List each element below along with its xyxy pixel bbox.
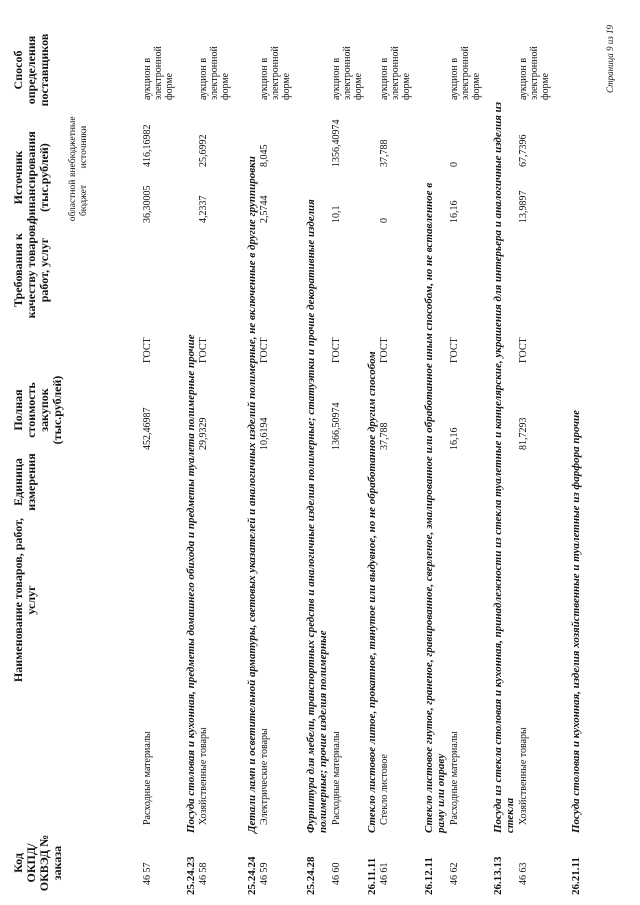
okpd-code: 26.13.13: [492, 856, 504, 895]
item-funding-extrabudget: 416,16982: [142, 124, 153, 167]
item-total: 29,9329: [198, 417, 209, 450]
item-requirements: ГОСТ: [142, 337, 153, 363]
header-funding: Источник финансирования (тыс.рублей): [11, 131, 51, 224]
item-method: аукцион в электронной форме: [198, 46, 231, 100]
item-name: Стекло листовое: [379, 754, 390, 825]
order-number: 46 59: [259, 862, 270, 885]
item-requirements: ГОСТ: [449, 337, 460, 363]
item-method: аукцион в электронной форме: [518, 46, 551, 100]
item-total: 452,46987: [142, 407, 153, 450]
item-method: аукцион в электронной форме: [379, 46, 412, 100]
group-title: Фурнитура для мебели, транспортных средств и аналогичные изделия полимерные; статуэтки и прочие декоративные изделия полимерные; прочие изделия полимерные: [305, 199, 329, 833]
okpd-code: 26.21.11: [570, 857, 582, 895]
item-funding-extrabudget: 37,788: [379, 139, 390, 167]
okpd-code: 26.12.11: [423, 857, 435, 895]
item-requirements: ГОСТ: [198, 337, 209, 363]
item-method: аукцион в электронной форме: [449, 46, 482, 100]
header-name: Наименование товаров, работ, услуг: [11, 517, 38, 683]
header-code: Код ОКПД/ ОКВЭД № заказа: [11, 834, 64, 892]
order-number: 46 62: [449, 862, 460, 885]
item-method: аукцион в электронной форме: [331, 46, 364, 100]
item-funding-extrabudget: 67,7396: [518, 134, 529, 167]
group-title: Посуда столовая и кухонная, предметы домашнего обихода и предметы туалета полимерные прочие: [185, 334, 197, 833]
group-title: Стекло листовое литое, прокатное, тянутое или выдувное, но не обработанное другим способом: [366, 351, 378, 833]
item-funding-extrabudget: 0: [449, 162, 460, 167]
okpd-code: 25.24.24: [246, 856, 258, 895]
order-number: 46 57: [142, 862, 153, 885]
item-method: аукцион в электронной форме: [259, 46, 292, 100]
header-method: Способ определения поставщиков: [11, 33, 51, 107]
group-title: Посуда столовая и кухонная, изделия хозяйственные и туалетные из фарфора прочие: [570, 410, 582, 833]
okpd-code: 25.24.23: [185, 856, 197, 895]
item-name: Электрические товары: [259, 728, 270, 825]
okpd-code: 25.24.28: [305, 856, 317, 895]
item-name: Расходные материалы: [142, 731, 153, 825]
group-title: Стекло листовое гнутое, граненое, гравированное, сверленое, эмалированное или обработанное иным способом, но не вставленное в раму или оправу: [423, 182, 447, 833]
item-total: 81,7293: [518, 417, 529, 450]
item-requirements: ГОСТ: [259, 337, 270, 363]
order-number: 46 63: [518, 862, 529, 885]
header-requirements: Требования к качеству товаров, работ, услуг: [11, 221, 51, 319]
item-funding-regional: 13,9897: [518, 190, 529, 223]
header-unit: Единица измерения: [11, 453, 38, 511]
header-funding-extrabudget: внебюджетные источники: [68, 116, 89, 177]
item-name: Хозяйственные товары: [518, 727, 529, 825]
group-title: Детали ламп и осветительной арматуры, световых указателей и аналогичных изделий полимерные, не включенные в другие группировки: [246, 156, 258, 833]
page-number: Страница 9 из 19: [605, 25, 615, 93]
header-funding-regional: областной бюджет: [68, 179, 89, 222]
group-title: Посуда из стекла столовая и кухонная, принадлежности из стекла туалетные и канцелярские, украшения для интерьера и аналогичные изделия из стекла: [492, 101, 516, 833]
item-requirements: ГОСТ: [518, 337, 529, 363]
order-number: 46 58: [198, 862, 209, 885]
okpd-code: 26.11.11: [366, 857, 378, 895]
item-funding-regional: 36,30005: [142, 185, 153, 223]
item-total: 37,788: [379, 422, 390, 450]
item-requirements: ГОСТ: [379, 337, 390, 363]
item-funding-extrabudget: 25,6992: [198, 134, 209, 167]
item-total: 16,16: [449, 427, 460, 450]
item-name: Расходные материалы: [449, 731, 460, 825]
item-total: 10,6194: [259, 417, 270, 450]
item-funding-regional: 2,5744: [259, 195, 270, 223]
item-funding-extrabudget: 1356,40974: [331, 119, 342, 167]
item-name: Расходные материалы: [331, 731, 342, 825]
item-funding-extrabudget: 8,045: [259, 144, 270, 167]
item-funding-regional: 0: [379, 218, 390, 223]
item-funding-regional: 10,1: [331, 205, 342, 223]
header-total: Полная стоимость закупок (тыс.рублей): [11, 375, 64, 445]
order-number: 46 60: [331, 862, 342, 885]
item-method: аукцион в электронной форме: [142, 46, 175, 100]
item-funding-regional: 16,16: [449, 200, 460, 223]
item-funding-regional: 4,2337: [198, 195, 209, 223]
order-number: 46 61: [379, 862, 390, 885]
item-total: 1366,50974: [331, 402, 342, 450]
item-name: Хозяйственные товары: [198, 727, 209, 825]
item-requirements: ГОСТ: [331, 337, 342, 363]
